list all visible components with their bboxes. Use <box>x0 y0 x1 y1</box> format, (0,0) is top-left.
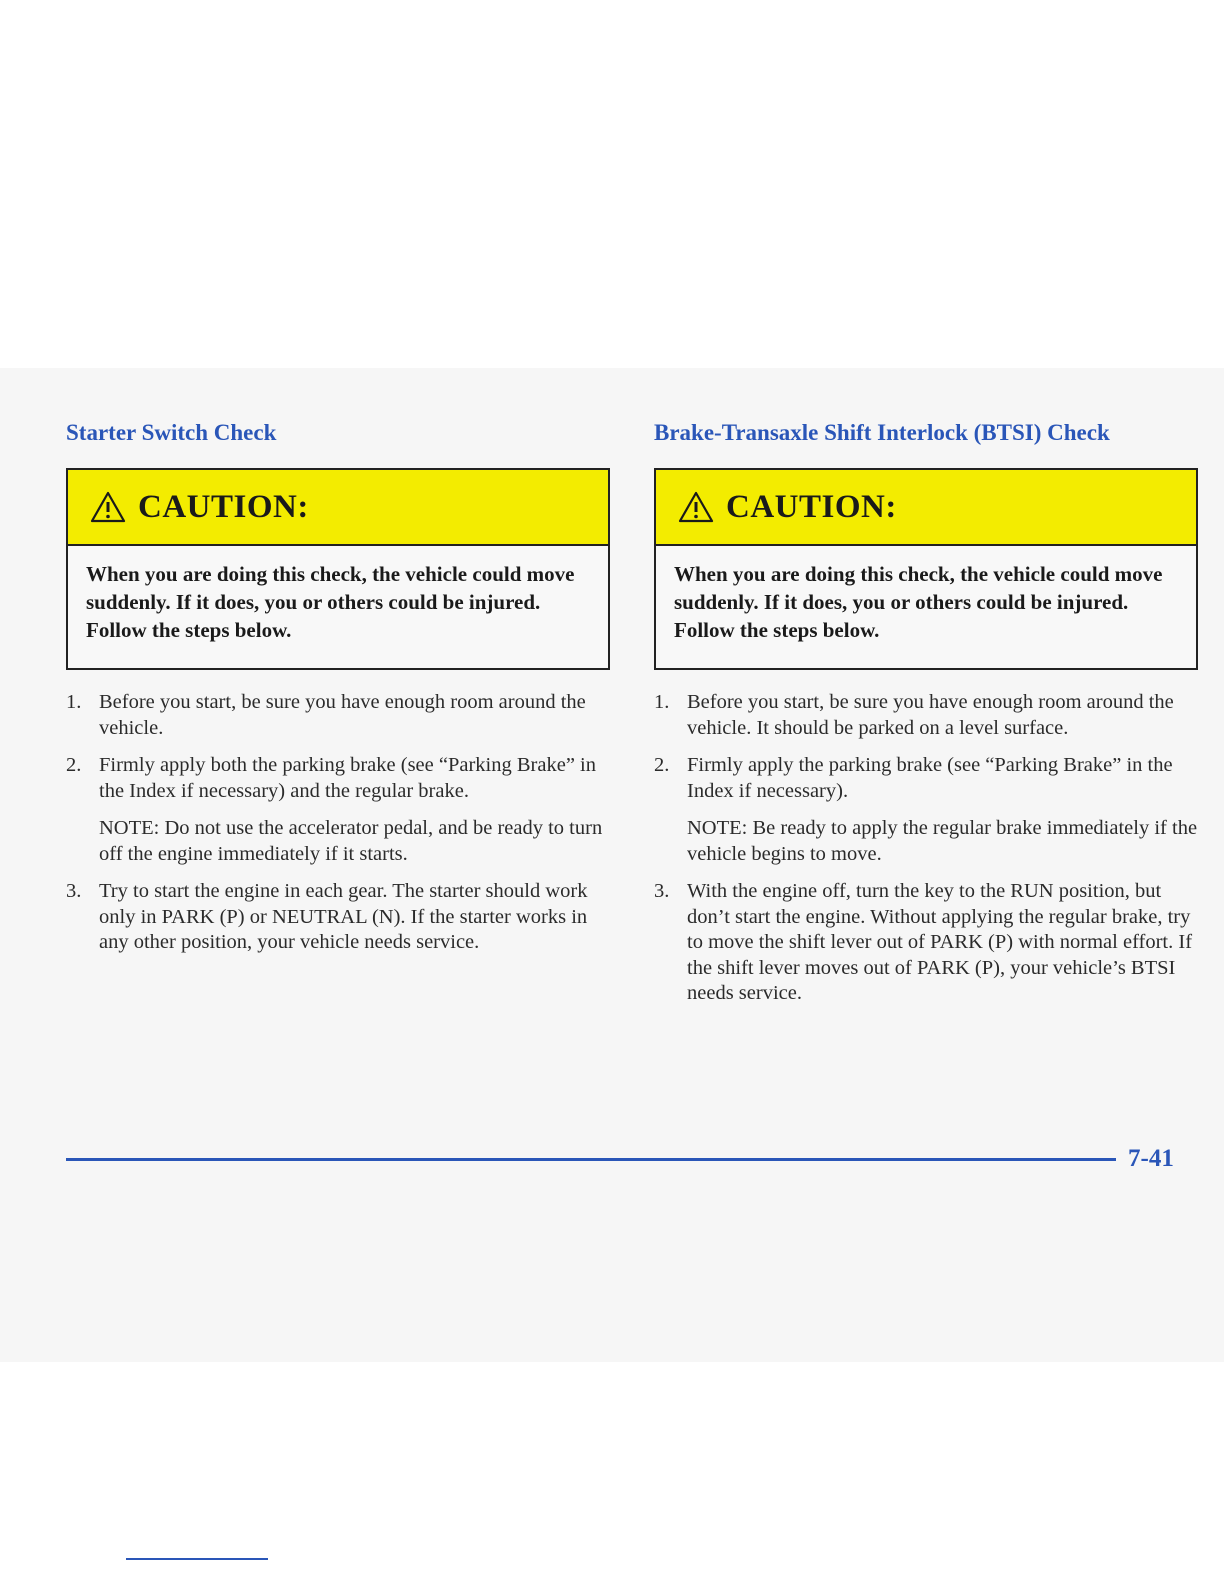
step-text: With the engine off, turn the key to the RUN position, but don’t start the engine. Without applying the regular brake, try to move the shift lever out of PARK (P) with normal effort. If the shift lever moves out of PARK (P), your vehicle’s BTSI needs service. <box>687 880 1193 1004</box>
list-item <box>66 690 610 741</box>
step-number: 2. <box>654 754 670 776</box>
section-title: Starter Switch Check <box>66 420 277 445</box>
step-text: Try to start the engine in each gear. The starter should work only in PARK (P) or NEUTRAL (N). If the starter works in any other position, your vehicle needs service. <box>99 880 588 953</box>
step-note: NOTE: Do not use the accelerator pedal, and be ready to turn off the engine immediately if it starts. <box>99 817 603 865</box>
step-note: NOTE: Be ready to apply the regular brake immediately if the vehicle begins to move. <box>687 817 1198 865</box>
caution-body: When you are doing this check, the vehicle could move suddenly. If it does, you or others could be injured. Follow the steps below. <box>674 562 1163 642</box>
step-text: Firmly apply the parking brake (see “Parking Brake” in the Index if necessary). <box>687 754 1173 802</box>
steps-list <box>654 690 1198 1007</box>
warning-triangle-icon <box>90 491 126 523</box>
caution-body: When you are doing this check, the vehicle could move suddenly. If it does, you or others could be injured. Follow the steps below. <box>86 562 575 642</box>
caution-header <box>656 470 1196 546</box>
footer-rule <box>66 1158 1116 1161</box>
btsi-check-section <box>654 418 1198 1019</box>
page-number: 7-41 <box>1128 1145 1174 1172</box>
caution-header <box>68 470 608 546</box>
section-title: Brake-Transaxle Shift Interlock (BTSI) Check <box>654 420 1110 445</box>
step-number: 2. <box>66 754 82 776</box>
list-item <box>654 879 1198 1007</box>
list-item <box>654 753 1198 867</box>
warning-triangle-icon <box>678 491 714 523</box>
step-text: Before you start, be sure you have enough room around the vehicle. <box>99 691 586 739</box>
caution-heading: CAUTION: <box>138 488 309 525</box>
step-number: 1. <box>66 691 82 713</box>
caution-box <box>654 468 1198 670</box>
starter-switch-check-section <box>66 418 610 968</box>
caution-box <box>66 468 610 670</box>
step-text: Firmly apply both the parking brake (see “Parking Brake” in the Index if necessary) and the regular brake. <box>99 754 596 802</box>
step-number: 1. <box>654 691 670 713</box>
steps-list <box>66 690 610 956</box>
step-text: Before you start, be sure you have enough room around the vehicle. It should be parked on a level surface. <box>687 691 1174 739</box>
step-number: 3. <box>654 880 670 902</box>
caution-heading: CAUTION: <box>726 488 897 525</box>
bottom-divider <box>126 1558 268 1560</box>
list-item <box>654 690 1198 741</box>
list-item <box>66 753 610 867</box>
step-number: 3. <box>66 880 82 902</box>
list-item <box>66 879 610 956</box>
